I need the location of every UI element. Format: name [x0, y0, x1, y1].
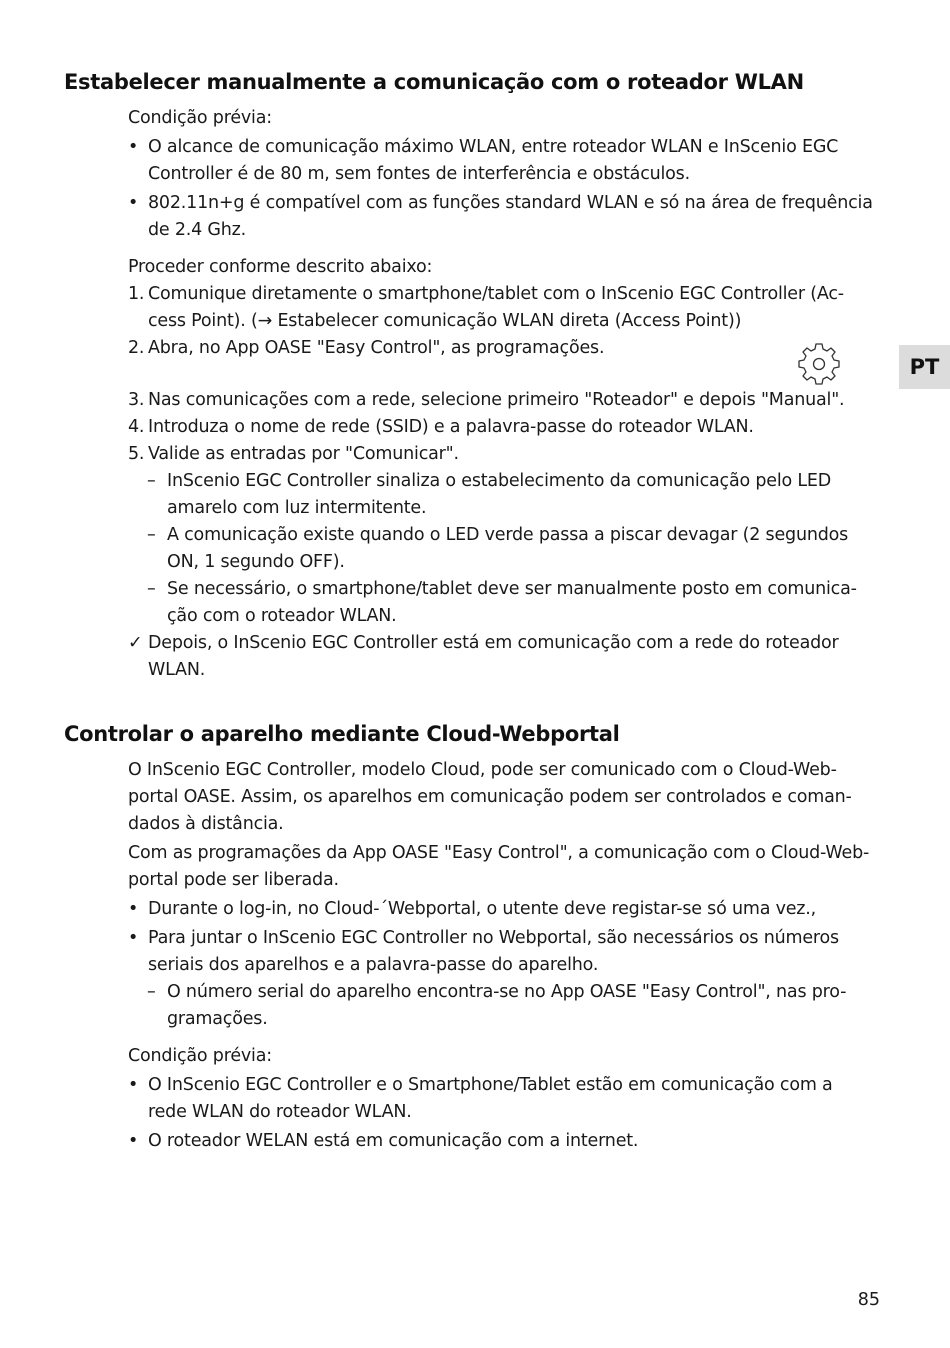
dash-marker: – — [147, 579, 156, 599]
result-item: – Se necessário, o smartphone/tablet deve ser manualmente posto em comunica- ção com o roteador WLAN. — [128, 576, 888, 630]
language-tab — [899, 345, 950, 389]
sub-list-item: – O número serial do aparelho encontra-se no App OASE "Easy Control", nas pro- gramações. — [128, 979, 888, 1033]
bullet-marker: • — [128, 1131, 139, 1151]
list-item: • 802.11n+g é compatível com as funções standard WLAN e só na área de frequência de 2.4 Ghz. — [128, 190, 888, 244]
step-number: 4. — [128, 417, 145, 437]
bullet-marker: • — [128, 899, 139, 919]
bullet-marker: • — [128, 1075, 139, 1095]
step-item: 4. Introduza o nome de rede (SSID) e a palavra-passe do roteador WLAN. — [128, 414, 888, 441]
paragraph: Com as programações da App OASE "Easy Control", a comunicação com o Cloud-Web- portal pode ser liberada. — [128, 843, 870, 890]
language-tab-label: PT — [909, 355, 940, 379]
prereq-label: Condição prévia: — [128, 1046, 272, 1066]
step-item: 5. Valide as entradas por "Comunicar". — [128, 441, 888, 468]
prereq-label: Condição prévia: — [128, 108, 272, 128]
bullet-marker: • — [128, 928, 139, 948]
section-heading-manual-wlan: Estabelecer manualmente a comunicação com o roteador WLAN — [64, 70, 804, 94]
list-item: • O InScenio EGC Controller e o Smartphone/Tablet estão em comunicação com a rede WLAN do roteador WLAN. — [128, 1072, 888, 1126]
step-number: 1. — [128, 284, 145, 304]
list-item: • O roteador WELAN está em comunicação com a internet. — [128, 1128, 888, 1155]
step-number: 2. — [128, 338, 145, 358]
gear-icon — [795, 340, 843, 388]
bullet-marker: • — [128, 193, 139, 213]
list-item: • Durante o log-in, no Cloud-´Webportal, o utente deve registar-se só uma vez., — [128, 896, 888, 923]
check-icon: ✓ — [128, 633, 143, 653]
list-item: • O alcance de comunicação máximo WLAN, entre roteador WLAN e InScenio EGC Controller é de 80 m, sem fontes de interferência e obstáculos. — [128, 134, 888, 188]
result-item: – A comunicação existe quando o LED verde passa a piscar devagar (2 segundos ON, 1 segundo OFF). — [128, 522, 888, 576]
final-result: ✓ Depois, o InScenio EGC Controller está em comunicação com a rede do roteador WLAN. — [128, 630, 888, 684]
step-item: 2. Abra, no App OASE "Easy Control", as programações. — [128, 335, 888, 362]
section-heading-cloud-webportal: Controlar o aparelho mediante Cloud-Webportal — [64, 722, 620, 746]
section1-body — [128, 105, 888, 684]
section2-body — [128, 757, 888, 1155]
list-item: • Para juntar o InScenio EGC Controller no Webportal, são necessários os números seriais dos aparelhos e a palavra-passe do aparelho. — [128, 925, 888, 979]
page-number: 85 — [857, 1290, 880, 1310]
paragraph: O InScenio EGC Controller, modelo Cloud, pode ser comunicado com o Cloud-Web- portal OASE. Assim, os aparelhos em comunicação podem ser controlados e coman- dados à distância. — [128, 760, 852, 834]
step-item: 1. Comunique diretamente o smartphone/tablet com o InScenio EGC Controller (Ac- cess Point). (→ Estabelecer comunicação WLAN direta (Access Point)) — [128, 281, 888, 335]
dash-marker: – — [147, 471, 156, 491]
dash-marker: – — [147, 982, 156, 1002]
bullet-marker: • — [128, 137, 139, 157]
step-item: 3. Nas comunicações com a rede, selecione primeiro "Roteador" e depois "Manual". — [128, 387, 888, 414]
step-number: 5. — [128, 444, 145, 464]
step-number: 3. — [128, 390, 145, 410]
procedure-label: Proceder conforme descrito abaixo: — [128, 257, 433, 277]
dash-marker: – — [147, 525, 156, 545]
result-item: – InScenio EGC Controller sinaliza o estabelecimento da comunicação pelo LED amarelo com luz intermitente. — [128, 468, 888, 522]
